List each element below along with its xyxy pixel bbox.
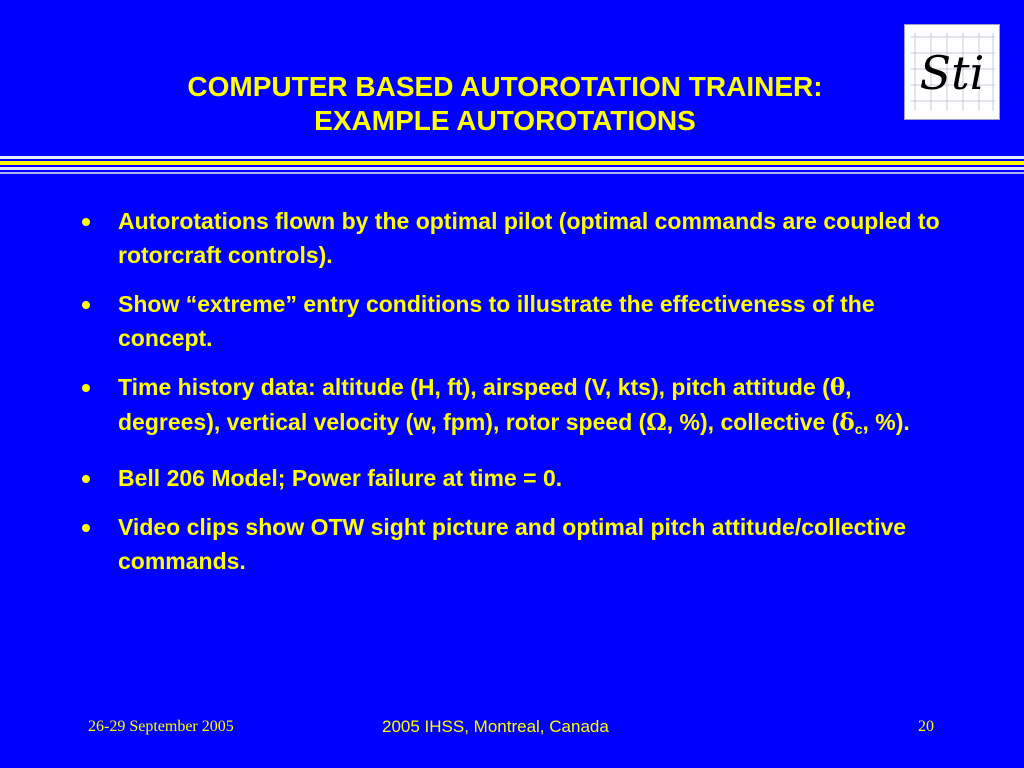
footer-event: 2005 IHSS, Montreal, Canada	[382, 717, 609, 736]
slide-number: 20	[918, 718, 934, 735]
bullet-text: Time history data: altitude (H, ft), airspeed (V, kts), pitch attitude (	[118, 374, 830, 400]
title-divider	[0, 156, 1024, 178]
sti-logo	[904, 24, 1000, 120]
bullet-text: , %), collective (	[666, 409, 840, 435]
sti-logo-graphic	[905, 25, 999, 119]
greek-symbol: θ	[829, 374, 846, 401]
title-line-1: COMPUTER BASED AUTOROTATION TRAINER:	[187, 71, 823, 102]
title-line-2: EXAMPLE AUTOROTATIONS	[314, 105, 696, 136]
bullet-dot-icon	[82, 301, 90, 309]
bullet-text: Autorotations flown by the optimal pilot (optimal commands are coupled to rotorcraft controls).	[118, 208, 947, 268]
bullet-dot-icon	[82, 384, 90, 392]
bullet-list	[76, 204, 956, 593]
bullet-item	[76, 510, 956, 578]
footer-date: 26-29 September 2005	[88, 718, 234, 735]
bullet-text: , %).	[862, 409, 910, 435]
bullet-text: , degrees), vertical velocity (w, fpm), rotor speed (	[118, 374, 858, 435]
subscript-text: c	[854, 421, 863, 437]
bullet-dot-icon	[82, 218, 90, 226]
bullet-item	[76, 461, 956, 495]
bullet-text: Video clips show OTW sight picture and optimal pitch attitude/collective commands.	[118, 514, 913, 574]
bullet-item	[76, 204, 956, 272]
bullet-item	[76, 370, 956, 446]
bullet-text: Bell 206 Model; Power failure at time = 0.	[118, 465, 563, 491]
bullet-dot-icon	[82, 524, 90, 532]
bullet-item	[76, 287, 956, 355]
slide-title	[60, 70, 950, 138]
bullet-text: Show “extreme” entry conditions to illustrate the effectiveness of the concept.	[118, 291, 881, 351]
sti-logo-text: Sti	[919, 46, 985, 100]
greek-symbol: Ω	[646, 409, 667, 436]
greek-symbol: δ	[839, 409, 855, 436]
bullet-dot-icon	[82, 475, 90, 483]
